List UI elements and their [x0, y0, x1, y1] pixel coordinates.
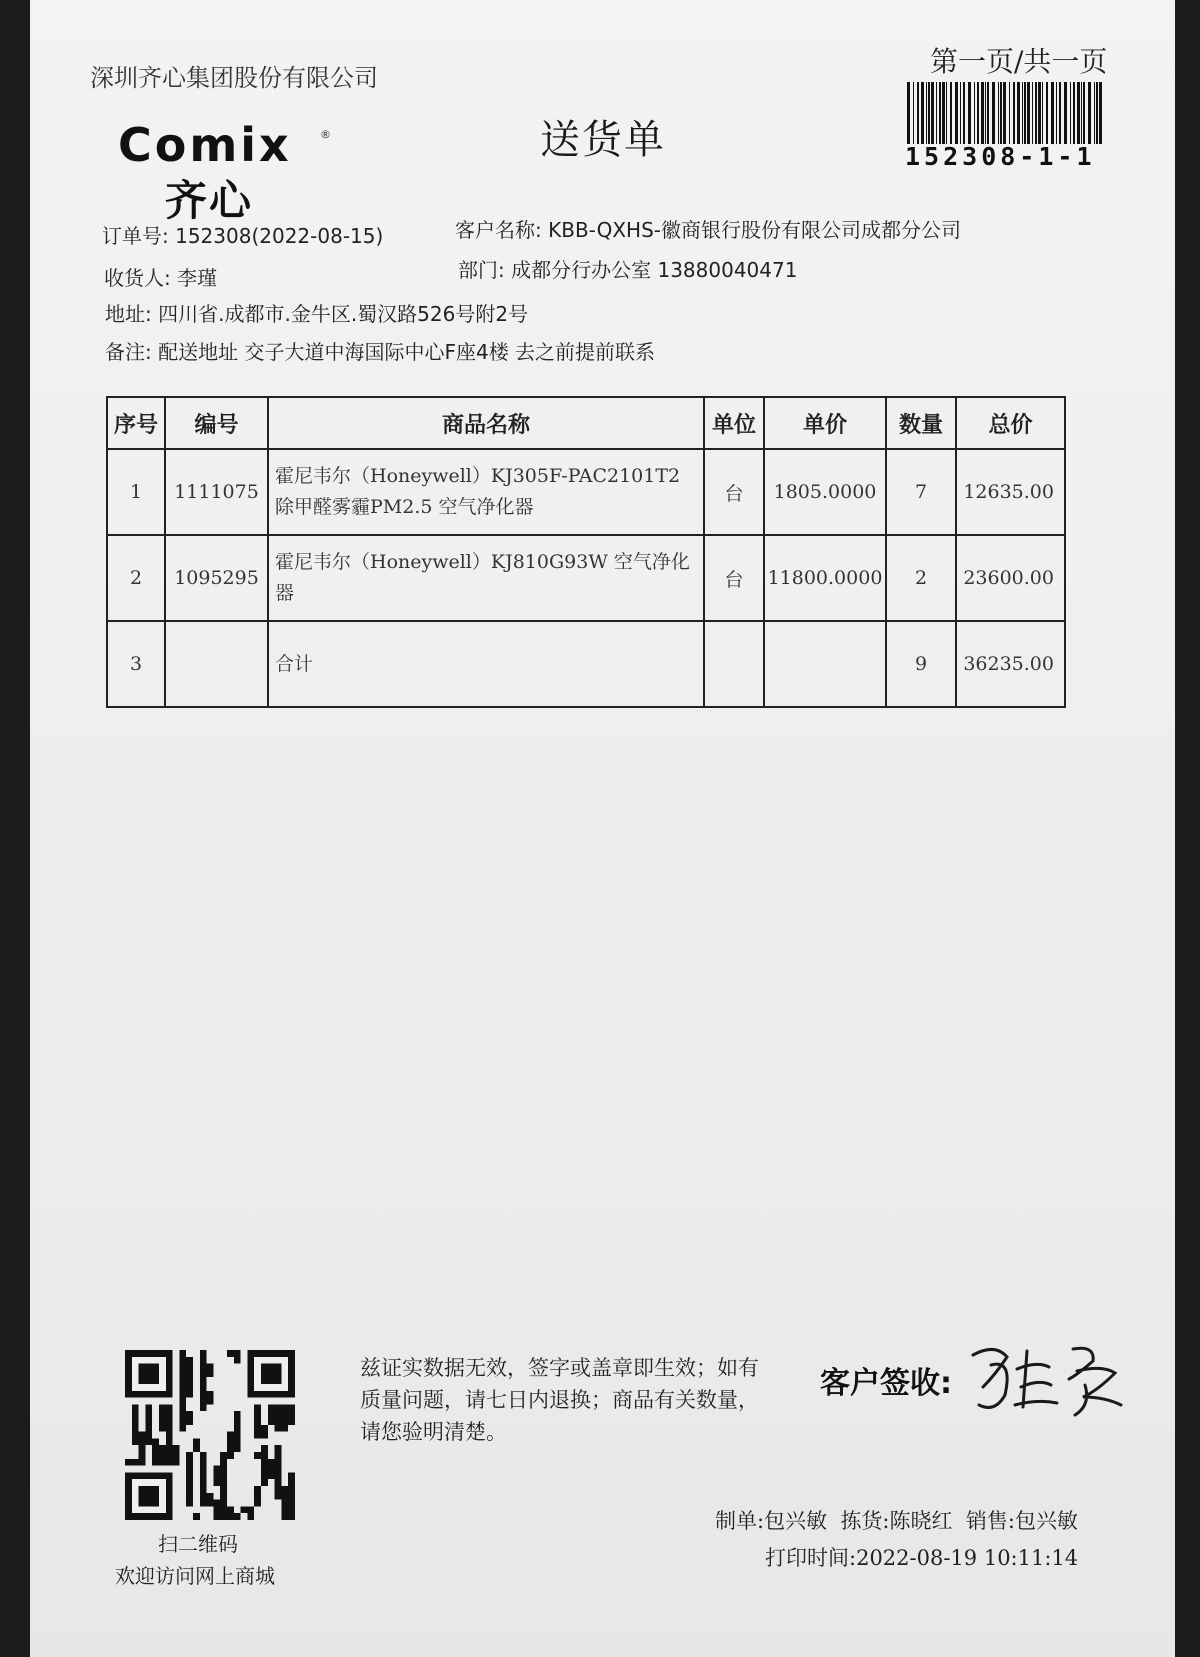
header-code: 编号 [165, 397, 268, 449]
remark-label: 备注: [105, 340, 152, 364]
table-row-total [107, 621, 1065, 707]
header-qty: 数量 [886, 397, 956, 449]
cell-qty: 2 [886, 535, 956, 621]
table-header-row [107, 397, 1065, 449]
logo-text-cn: 齐心 [165, 176, 254, 225]
header-total: 总价 [956, 397, 1065, 449]
barcode-number: 152308-1-1 [905, 142, 1096, 171]
address-label: 地址: [105, 302, 152, 326]
header-price: 单价 [764, 397, 886, 449]
remark-field [105, 336, 655, 365]
handwritten-signature-icon [965, 1335, 1130, 1420]
cell-price: 1805.0000 [764, 449, 886, 535]
customer-field [455, 214, 961, 243]
remark-value: 配送地址 交子大道中海国际中心F座4楼 去之前提前联系 [158, 340, 656, 364]
customer-label: 客户名称: [455, 218, 542, 242]
cell-unit [704, 621, 764, 707]
page-info: 第一页/共一页 [930, 45, 1108, 78]
picker-label: 拣货: [840, 1509, 890, 1533]
table-row [107, 449, 1065, 535]
cell-code: 1111075 [165, 449, 268, 535]
address-field [105, 298, 528, 327]
cell-price [764, 621, 886, 707]
cell-seq: 2 [107, 535, 165, 621]
order-no-field [102, 220, 383, 249]
cell-name: 霍尼韦尔（Honeywell）KJ810G93W 空气净化器 [268, 535, 704, 621]
maker-label: 制单: [715, 1509, 765, 1533]
cell-unit: 台 [704, 535, 764, 621]
maker-value: 包兴敏 [764, 1509, 828, 1533]
customer-value: KBB-QXHS-徽商银行股份有限公司成都分公司 [548, 218, 962, 242]
cell-total: 36235.00 [956, 621, 1065, 707]
items-table [106, 396, 1066, 708]
sales-label: 销售: [965, 1509, 1015, 1533]
order-no-value: 152308(2022-08-15) [175, 224, 384, 248]
qr-code-icon [125, 1350, 295, 1520]
cell-total: 12635.00 [956, 449, 1065, 535]
customer-sign-label: 客户签收: [820, 1366, 952, 1401]
cell-unit: 台 [704, 449, 764, 535]
department-field [458, 254, 797, 283]
sales-value: 包兴敏 [1014, 1509, 1078, 1533]
header-seq: 序号 [107, 397, 165, 449]
cell-seq: 3 [107, 621, 165, 707]
order-no-label: 订单号: [102, 224, 169, 248]
receiver-label: 收货人: [104, 266, 171, 290]
cell-code: 1095295 [165, 535, 268, 621]
department-value: 成都分行办公室 13880040471 [511, 258, 798, 282]
document-title: 送货单 [540, 117, 666, 163]
cell-name: 霍尼韦尔（Honeywell）KJ305F-PAC2101T2 除甲醛雾霾PM2.5 空气净化器 [268, 449, 704, 535]
picker-value: 陈晓红 [889, 1509, 953, 1533]
print-time [765, 1542, 1078, 1572]
receiver-value: 李瑾 [177, 266, 218, 290]
table-row [107, 535, 1065, 621]
department-label: 部门: [458, 258, 505, 282]
cell-total: 23600.00 [956, 535, 1065, 621]
notice-text: 兹证实数据无效，签字或盖章即生效；如有质量问题，请七日内退换；商品有关数量，请您验明清楚。 [360, 1356, 759, 1444]
cell-qty: 7 [886, 449, 956, 535]
qr-caption-mall: 欢迎访问网上商城 [115, 1564, 275, 1588]
cell-seq: 1 [107, 449, 165, 535]
delivery-note-paper [30, 0, 1175, 1657]
print-time-label: 打印时间: [765, 1546, 857, 1570]
print-time-value: 2022-08-19 10:11:14 [856, 1546, 1079, 1570]
staff-info [715, 1505, 1078, 1535]
header-unit: 单位 [704, 397, 764, 449]
address-value: 四川省.成都市.金牛区.蜀汉路526号附2号 [158, 302, 529, 326]
header-name: 商品名称 [268, 397, 704, 449]
barcode-icon [905, 82, 1110, 144]
qr-caption-scan: 扫二维码 [158, 1532, 238, 1556]
cell-qty: 9 [886, 621, 956, 707]
company-name: 深圳齐心集团股份有限公司 [90, 64, 378, 92]
logo-text-en: Comix [118, 118, 292, 172]
cell-price: 11800.0000 [764, 535, 886, 621]
cell-name: 合计 [268, 621, 704, 707]
cell-code [165, 621, 268, 707]
logo-registered-mark: ® [320, 128, 331, 141]
receiver-field [104, 262, 217, 291]
